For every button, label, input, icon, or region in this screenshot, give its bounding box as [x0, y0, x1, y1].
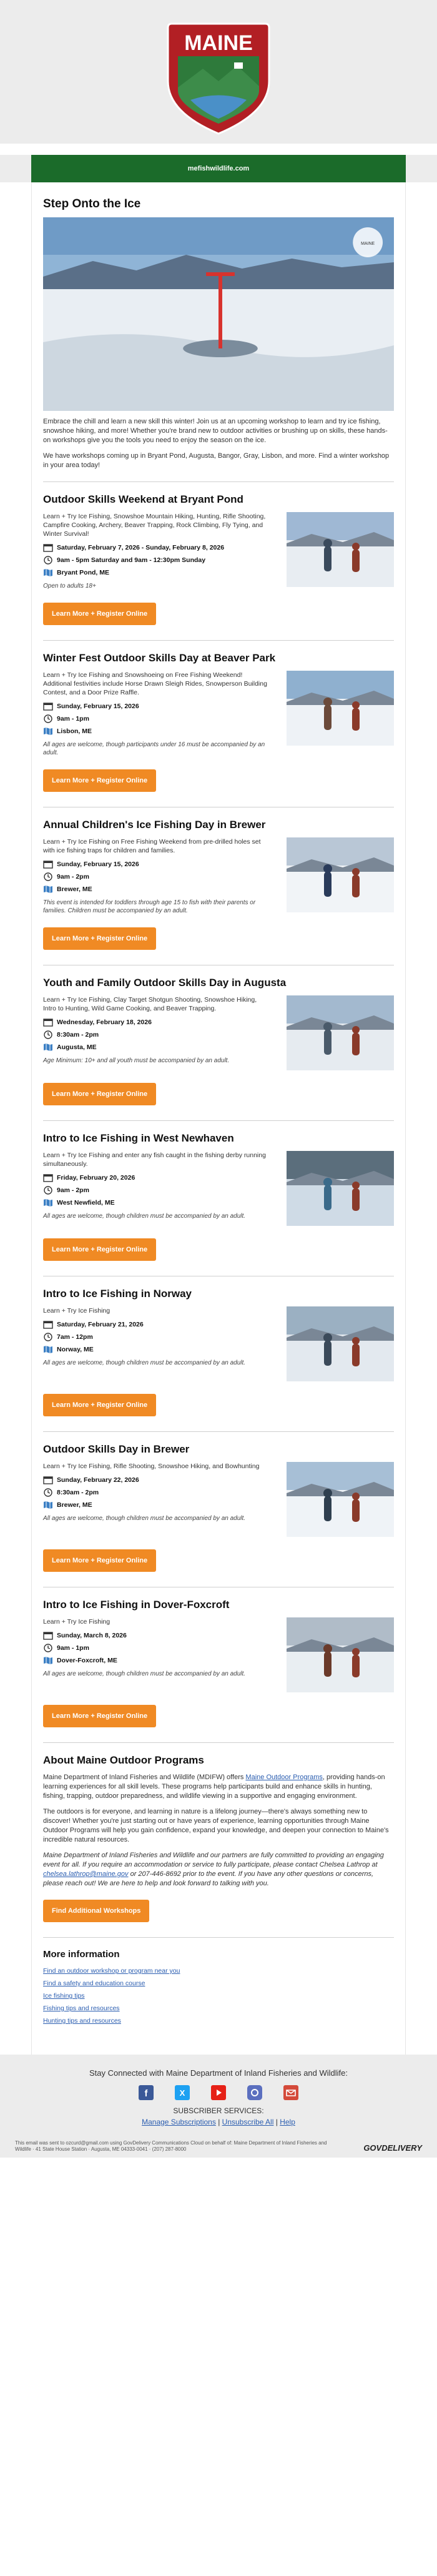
maine-outdoor-programs-link[interactable]: Maine Outdoor Programs	[245, 1774, 323, 1781]
more-info-link-1[interactable]: Find an outdoor workshop or program near you	[43, 1967, 180, 1975]
event-location: Brewer, ME	[43, 885, 269, 894]
manage-subscriptions-link[interactable]: Manage Subscriptions	[142, 2118, 216, 2126]
event-date: Sunday, March 8, 2026	[43, 1631, 269, 1640]
event-title: Intro to Ice Fishing in Norway	[43, 1288, 192, 1300]
more-info-section	[43, 1949, 394, 2055]
svg-text:X: X	[179, 2088, 185, 2098]
clock-icon	[43, 714, 53, 723]
facebook-icon[interactable]	[139, 2085, 154, 2100]
svg-text:MAINE: MAINE	[361, 241, 375, 247]
event-card	[43, 1120, 394, 1265]
youtube-icon[interactable]	[211, 2085, 226, 2100]
site-link-bar[interactable]	[31, 155, 406, 182]
event-date: Wednesday, February 18, 2026	[43, 1018, 269, 1027]
event-date: Saturday, February 7, 2026 - Sunday, February 8, 2026	[43, 543, 269, 552]
event-location: Bryant Pond, ME	[43, 568, 269, 577]
map-icon	[43, 1345, 53, 1354]
event-note: All ages are welcome, though children must be accompanied by an adult.	[43, 1670, 246, 1677]
event-description: Learn + Try Ice Fishing, Rifle Shooting, Snowshoe Hiking, and Bowhunting	[43, 1463, 260, 1470]
header	[0, 0, 437, 144]
legal-text: This email was sent to ozcurd@gmail.com using GovDelivery Communications Cloud on behalf of: Maine Department of Inland Fisheries and Wildlife · 41 State House Station · Augusta, ME 04333-0041 · (207) 287-8000	[15, 2140, 327, 2152]
event-card	[43, 1276, 394, 1420]
instagram-icon[interactable]	[247, 2085, 262, 2100]
clock-icon	[43, 1644, 53, 1652]
event-description: Learn + Try Ice Fishing	[43, 1307, 110, 1315]
calendar-icon	[43, 543, 53, 552]
learn-more-register-button[interactable]: Learn More + Register Online	[43, 1549, 156, 1572]
event-description: Learn + Try Ice Fishing	[43, 1618, 110, 1626]
about-section	[43, 1754, 394, 1926]
divider	[43, 1742, 394, 1743]
clock-icon	[43, 556, 53, 565]
event-time: 9am - 5pm Saturday and 9am - 12:30pm Sunday	[43, 556, 269, 565]
learn-more-register-button[interactable]: Learn More + Register Online	[43, 603, 156, 625]
event-location: Augusta, ME	[43, 1043, 269, 1052]
clock-icon	[43, 1030, 53, 1039]
event-date: Sunday, February 15, 2026	[43, 702, 269, 711]
x-icon[interactable]	[175, 2085, 190, 2100]
calendar-icon	[43, 702, 53, 711]
learn-more-register-button[interactable]: Learn More + Register Online	[43, 1238, 156, 1261]
event-location: Brewer, ME	[43, 1501, 269, 1509]
event-description: Learn + Try Ice Fishing, Snowshoe Mountain Hiking, Hunting, Rifle Shooting, Campfire Cooking, Archery, Beaver Trapping, Rock Climbing, Fly Tying, and Winter Survival!	[43, 513, 266, 538]
event-note: All ages are welcome, though participants under 16 must be accompanied by an adult.	[43, 741, 265, 756]
event-card	[43, 807, 394, 954]
legal-row	[15, 2140, 422, 2158]
email-icon[interactable]	[283, 2085, 298, 2100]
event-note: All ages are welcome, though children must be accompanied by an adult.	[43, 1213, 246, 1220]
more-info-link-4[interactable]: Fishing tips and resources	[43, 2005, 120, 2012]
event-title: Winter Fest Outdoor Skills Day at Beaver Park	[43, 652, 276, 664]
event-photo	[287, 1617, 394, 1692]
hero-title: Step Onto the Ice	[43, 197, 141, 210]
event-card	[43, 965, 394, 1109]
calendar-icon	[43, 1631, 53, 1640]
about-paragraph-3: Maine Department of Inland Fisheries and Wildlife and our partners are fully committed to providing an engaging event for all. If you require an accommodation or service to fully participate, please contact Chelsea Lathrop at chelsea.lathrop@maine.gov or 207-446-8692 prior to the event. If you have any other questions or concerns, please reach out! We are here to help and look forward to talking with you.	[43, 1852, 384, 1887]
event-title: Intro to Ice Fishing in West Newhaven	[43, 1132, 234, 1144]
event-date: Sunday, February 22, 2026	[43, 1476, 269, 1484]
more-info-link-5[interactable]: Hunting tips and resources	[43, 2017, 121, 2025]
subscriber-links: Manage Subscriptions | Unsubscribe All | Help	[142, 2118, 295, 2126]
event-date: Saturday, February 21, 2026	[43, 1320, 269, 1329]
event-note: This event is intended for toddlers through age 15 to fish with their parents or families. Children must be accompanied by an adult.	[43, 899, 256, 914]
event-note: All ages are welcome, though children must be accompanied by an adult.	[43, 1360, 246, 1366]
event-time: 9am - 1pm	[43, 1644, 269, 1652]
event-date: Sunday, February 15, 2026	[43, 860, 269, 869]
more-info-link-3[interactable]: Ice fishing tips	[43, 1992, 85, 2000]
event-location: Norway, ME	[43, 1345, 269, 1354]
event-description: Learn + Try Ice Fishing, Clay Target Shotgun Shooting, Snowshoe Hiking, Intro to Hunting, Wild Game Cooking, and Beaver Trapping.	[43, 996, 257, 1012]
calendar-icon	[43, 1018, 53, 1027]
event-time: 8:30am - 2pm	[43, 1030, 269, 1039]
event-description: Learn + Try Ice Fishing and enter any fish caught in the fishing derby running simultaneously.	[43, 1152, 266, 1168]
govdelivery-logo[interactable]: GOVDELIVERY	[363, 2143, 422, 2153]
learn-more-register-button[interactable]: Learn More + Register Online	[43, 1083, 156, 1105]
learn-more-register-button[interactable]: Learn More + Register Online	[43, 1394, 156, 1416]
svg-text:f: f	[144, 2088, 148, 2099]
divider	[43, 481, 394, 482]
calendar-icon	[43, 860, 53, 869]
clock-icon	[43, 1186, 53, 1195]
event-time: 9am - 2pm	[43, 872, 269, 881]
event-location: Lisbon, ME	[43, 727, 269, 736]
event-title: Intro to Ice Fishing in Dover-Foxcroft	[43, 1599, 230, 1611]
contact-email-link[interactable]: chelsea.lathrop@maine.gov	[43, 1870, 129, 1878]
map-icon	[43, 1501, 53, 1509]
event-description: Learn + Try Ice Fishing on Free Fishing Weekend from pre-drilled holes set with ice fishing traps for children and families.	[43, 838, 261, 854]
clock-icon	[43, 1333, 53, 1341]
divider	[43, 1431, 394, 1432]
maine-ifw-logo[interactable]	[159, 19, 278, 137]
clock-icon	[43, 1488, 53, 1497]
event-photo	[287, 512, 394, 587]
logo-text: MAINE	[184, 31, 253, 55]
help-link[interactable]: Help	[280, 2118, 295, 2126]
stay-connected-text: Stay Connected with Maine Department of Inland Fisheries and Wildlife:	[89, 2068, 348, 2078]
footer	[0, 2055, 437, 2158]
event-date: Friday, February 20, 2026	[43, 1173, 269, 1182]
more-info-title: More information	[43, 1949, 120, 1960]
calendar-icon	[43, 1320, 53, 1329]
event-card	[43, 1431, 394, 1576]
event-photo	[287, 1306, 394, 1381]
event-note: Open to adults 18+	[43, 583, 96, 590]
calendar-icon	[43, 1173, 53, 1182]
main-content	[31, 182, 406, 2055]
divider	[43, 1937, 394, 1938]
event-title: Outdoor Skills Day in Brewer	[43, 1443, 190, 1455]
event-card	[43, 1587, 394, 1731]
event-location: Dover-Foxcroft, ME	[43, 1656, 269, 1665]
event-location: West Newfield, ME	[43, 1198, 269, 1207]
site-link[interactable]: mefishwildlife.com	[187, 165, 250, 172]
event-time: 9am - 1pm	[43, 714, 269, 723]
learn-more-register-button[interactable]: Learn More + Register Online	[43, 927, 156, 950]
about-paragraph-1: Maine Department of Inland Fisheries and Wildlife (MDIFW) offers Maine Outdoor Programs, providing hands-on learning experiences for all skill levels. These programs help participants build and enhance skills in hunting, fishing, trapping, outdoor preparedness, and wildlife viewing in a supportive and engaging environment.	[43, 1774, 385, 1800]
event-photo	[287, 1151, 394, 1226]
event-description: Learn + Try Ice Fishing and Snowshoeing on Free Fishing Weekend! Additional festivities include Horse Drawn Sleigh Rides, Snowperson Building Contest, and a Door Prize Raffle.	[43, 671, 267, 696]
unsubscribe-all-link[interactable]: Unsubscribe All	[222, 2118, 274, 2126]
map-icon	[43, 885, 53, 894]
calendar-icon	[43, 1476, 53, 1484]
divider	[43, 1120, 394, 1121]
map-icon	[43, 1656, 53, 1665]
event-title: Outdoor Skills Weekend at Bryant Pond	[43, 493, 243, 505]
event-card	[43, 640, 394, 796]
event-time: 8:30am - 2pm	[43, 1488, 269, 1497]
map-icon	[43, 568, 53, 577]
event-photo	[287, 995, 394, 1070]
events-list	[43, 481, 394, 1731]
social-icons	[0, 2085, 437, 2100]
clock-icon	[43, 872, 53, 881]
about-title: About Maine Outdoor Programs	[43, 1754, 204, 1766]
divider	[43, 640, 394, 641]
hero-paragraph-1: Embrace the chill and learn a new skill this winter! Join us at an upcoming workshop to learn and try ice fishing, snowshoe hiking, and more! Whether you're brand new to outdoor activities or brushing up on skills, these hands-on workshops give you the tools you need to enjoy the season on the ice.	[43, 418, 388, 444]
event-note: All ages are welcome, though children must be accompanied by an adult.	[43, 1515, 246, 1522]
map-icon	[43, 1043, 53, 1052]
subscriber-services-label: SUBSCRIBER SERVICES:	[173, 2106, 264, 2115]
hero-paragraph-2: We have workshops coming up in Bryant Pond, Augusta, Bangor, Gray, Lisbon, and more. Find a winter workshop in your area today!	[43, 452, 390, 469]
about-paragraph-2: The outdoors is for everyone, and learning in nature is a lifelong journey—there's always something new to discover! Whether you're just starting out or have years of experience, learning opportunities through Maine Outdoor Programs will help you gain confidence, expand your knowledge, and deepen your connection to Maine's incredible natural resources.	[43, 1808, 389, 1843]
hero-image	[43, 217, 394, 411]
event-note: Age Minimum: 10+ and all youth must be accompanied by an adult.	[43, 1057, 230, 1064]
event-title: Annual Children's Ice Fishing Day in Brewer	[43, 819, 266, 831]
find-workshops-button[interactable]: Find Additional Workshops	[43, 1900, 149, 1922]
more-info-link-2[interactable]: Find a safety and education course	[43, 1980, 145, 1987]
event-time: 7am - 12pm	[43, 1333, 269, 1341]
event-photo	[287, 837, 394, 912]
learn-more-register-button[interactable]: Learn More + Register Online	[43, 769, 156, 792]
event-photo	[287, 1462, 394, 1537]
map-icon	[43, 1198, 53, 1207]
learn-more-register-button[interactable]: Learn More + Register Online	[43, 1705, 156, 1727]
map-icon	[43, 727, 53, 736]
event-card	[43, 481, 394, 629]
event-photo	[287, 671, 394, 746]
event-title: Youth and Family Outdoor Skills Day in Augusta	[43, 977, 287, 989]
event-time: 9am - 2pm	[43, 1186, 269, 1195]
